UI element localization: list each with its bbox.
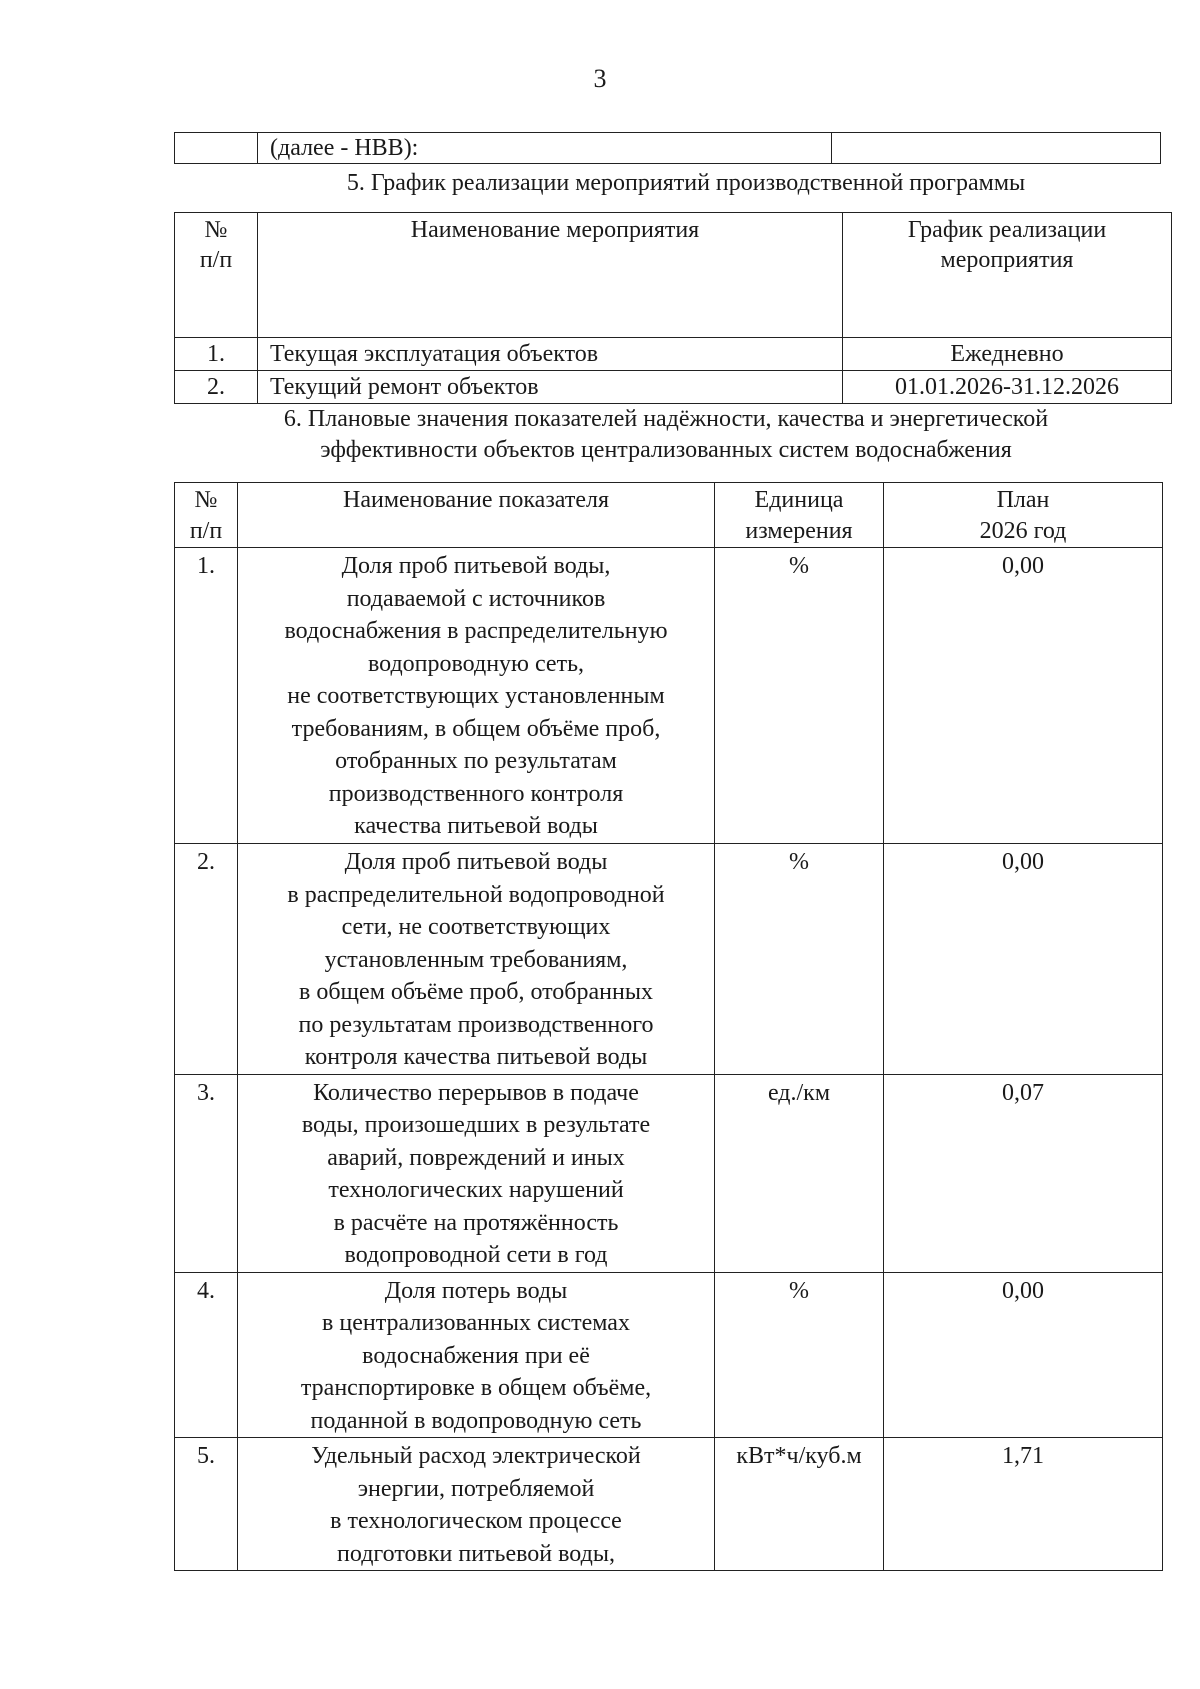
cell-num: 3. [175, 1074, 238, 1272]
header-schedule: График реализации мероприятия [843, 213, 1172, 338]
table-row [175, 133, 1161, 164]
cell-num [175, 133, 258, 164]
header-name: Наименование показателя [238, 483, 715, 548]
cell-name: Текущий ремонт объектов [258, 371, 843, 404]
schedule-table [174, 212, 1172, 404]
header-num: № п/п [175, 483, 238, 548]
table-row [175, 338, 1172, 371]
page-number: 3 [593, 64, 607, 93]
cell-num: 4. [175, 1272, 238, 1438]
table-header-row [175, 483, 1163, 548]
cell-unit: % [715, 1272, 884, 1438]
cell-unit: ед./км [715, 1074, 884, 1272]
cell-schedule: Ежедневно [843, 338, 1172, 371]
cell-name: Доля проб питьевой воды, подаваемой с источников водоснабжения в распределительную водопроводную сеть, не соответствующих установленным требованиям, в общем объёме проб, отобранных по результатам производственного контроля качества питьевой воды [238, 548, 715, 844]
cell-plan: 0,00 [884, 548, 1163, 844]
table-row [175, 371, 1172, 404]
cell-name: Доля проб питьевой воды в распределительной водопроводной сети, не соответствующих установленным требованиям, в общем объёме проб, отобранных по результатам производственного контроля качества питьевой воды [238, 844, 715, 1075]
cell-text: (далее - НВВ): [258, 133, 832, 164]
indicators-table [174, 482, 1163, 1571]
cell-num: 2. [175, 371, 258, 404]
cell-value [832, 133, 1161, 164]
section6-title: 6. Плановые значения показателей надёжности, качества и энергетической эффективности объектов централизованных систем водоснабжения [283, 406, 1049, 463]
header-num: № п/п [175, 213, 258, 338]
cell-plan: 0,00 [884, 844, 1163, 1075]
table-header-row [175, 213, 1172, 338]
header-name: Наименование мероприятия [258, 213, 843, 338]
cell-unit: % [715, 844, 884, 1075]
cell-num: 1. [175, 338, 258, 371]
cell-num: 2. [175, 844, 238, 1075]
cell-num: 1. [175, 548, 238, 844]
header-plan: План 2026 год [884, 483, 1163, 548]
cell-schedule: 01.01.2026-31.12.2026 [843, 371, 1172, 404]
cell-plan: 0,07 [884, 1074, 1163, 1272]
cell-unit: кВт*ч/куб.м [715, 1438, 884, 1571]
cell-num: 5. [175, 1438, 238, 1571]
header-unit: Единица измерения [715, 483, 884, 548]
cell-name: Количество перерывов в подаче воды, произошедших в результате аварий, повреждений и иных технологических нарушений в расчёте на протяжённость водопроводной сети в год [238, 1074, 715, 1272]
cell-unit: % [715, 548, 884, 844]
cell-name: Текущая эксплуатация объектов [258, 338, 843, 371]
table-row [175, 1438, 1163, 1571]
cell-plan: 1,71 [884, 1438, 1163, 1571]
cell-name: Доля потерь воды в централизованных системах водоснабжения при её транспортировке в общем объёме, поданной в водопроводную сеть [238, 1272, 715, 1438]
section5-title: 5. График реализации мероприятий производственной программы [346, 170, 1026, 196]
table-row [175, 1272, 1163, 1438]
table-row [175, 844, 1163, 1075]
table-row [175, 548, 1163, 844]
continuation-table [174, 132, 1161, 164]
table-row [175, 1074, 1163, 1272]
cell-plan: 0,00 [884, 1272, 1163, 1438]
cell-name: Удельный расход электрической энергии, потребляемой в технологическом процессе подготовки питьевой воды, [238, 1438, 715, 1571]
